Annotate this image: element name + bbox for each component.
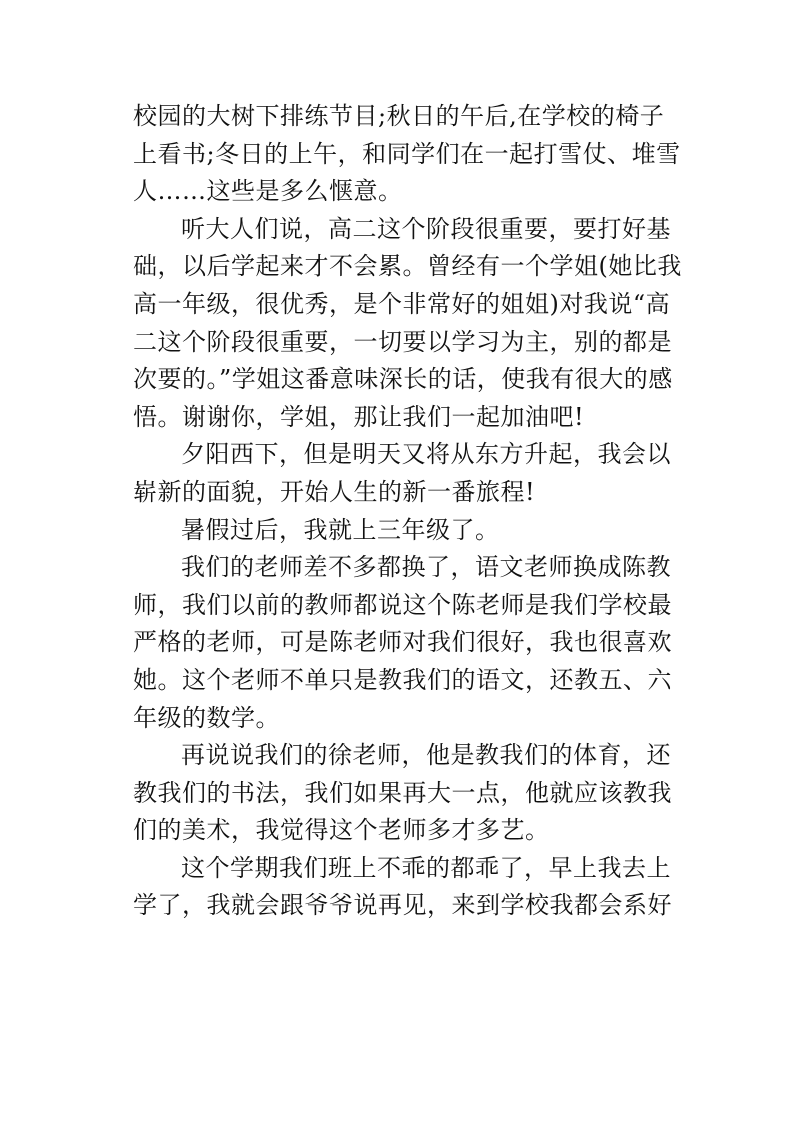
- text-line: 高一年级，很优秀，是个非常好的姐姐)对我说“高: [133, 289, 671, 318]
- paragraph-start-line: 再说说我们的徐老师，他是教我们的体育，还: [181, 741, 671, 770]
- text-line: 她。这个老师不单只是教我们的语文，还教五、六: [133, 665, 672, 694]
- text-line: 础，以后学起来才不会累。曾经有一个学姐(她比我: [133, 252, 682, 281]
- paragraph-start-line: 这个学期我们班上不乖的都乖了，早上我去上: [181, 853, 671, 882]
- text-line: 二这个阶段很重要，一切要以学习为主，别的都是: [133, 327, 672, 356]
- text-line: 悟。谢谢你，学姐，那让我们一起加油吧!: [133, 402, 585, 431]
- text-line: 师，我们以前的教师都说这个陈老师是我们学校最: [133, 590, 672, 619]
- paragraph-start-line: 听大人们说，高二这个阶段很重要，要打好基: [181, 214, 671, 243]
- text-line: 严格的老师，可是陈老师对我们很好，我也很喜欢: [133, 628, 672, 657]
- text-line: 们的美术，我觉得这个老师多才多艺。: [133, 816, 550, 845]
- text-line: 上看书;冬日的上午，和同学们在一起打雪仗、堆雪: [133, 139, 681, 168]
- paragraph-start-line: 我们的老师差不多都换了，语文老师换成陈教: [181, 553, 671, 582]
- paragraph-start-line: 暑假过后，我就上三年级了。: [181, 515, 500, 544]
- text-line: 教我们的书法，我们如果再大一点，他就应该教我: [133, 778, 672, 807]
- text-line: 次要的。”学姐这番意味深长的话，使我有很大的感: [133, 365, 673, 394]
- essay-body: [133, 98, 682, 925]
- text-line: 学了，我就会跟爷爷说再见，来到学校我都会系好: [133, 891, 672, 920]
- text-line: 校园的大树下排练节目;秋日的午后,在学校的椅子: [133, 102, 665, 130]
- text-line: 人……这些是多么惬意。: [133, 177, 403, 206]
- text-line: 年级的数学。: [133, 703, 280, 732]
- paragraph-start-line: 夕阳西下，但是明天又将从东方升起，我会以: [181, 440, 671, 469]
- text-line: 崭新的面貌，开始人生的新一番旅程!: [133, 477, 536, 506]
